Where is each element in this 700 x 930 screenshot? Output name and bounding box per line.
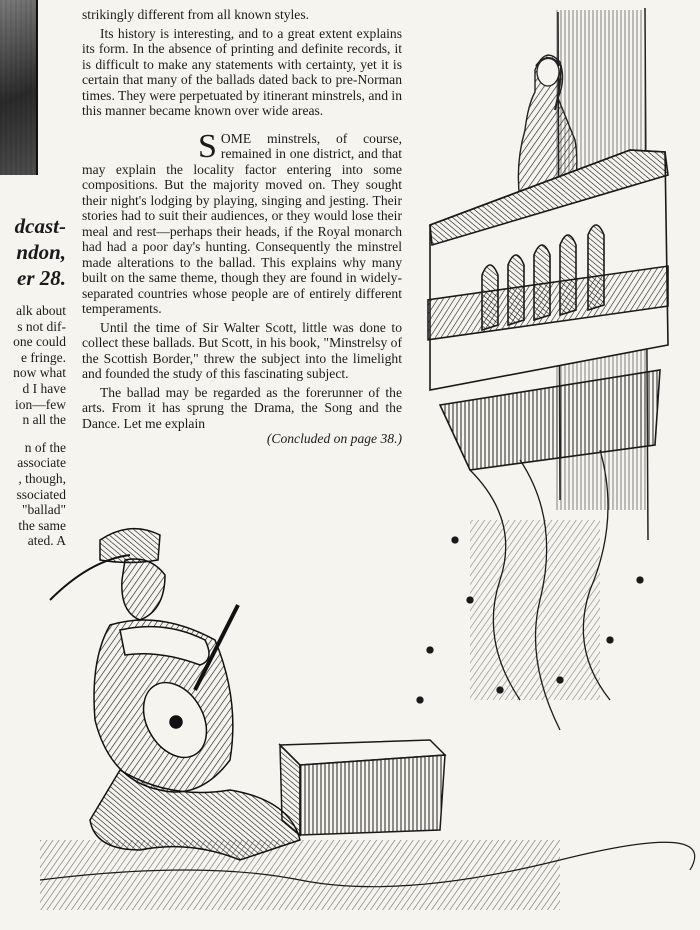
balcony [428,150,668,470]
left-text-line: d I have [22,380,66,396]
left-text-line: e fringe. [21,349,66,365]
minstrel-figure [50,529,300,860]
left-text-line: , though, [18,470,66,486]
left-heading-line: ndon, [16,240,66,264]
drop-cap: S [198,127,217,165]
left-text-line: associate [17,455,66,471]
left-heading-line: er 28. [17,266,66,290]
article-paragraph: Until the time of Sir Walter Scott, little was done to collect these ballads. But Scott, in his book, "Minstrelsy of the Scottish Border," threw the subject into the limelight and founded the study of this fascinating subject. [82,319,402,381]
left-text-line: the same [18,517,66,533]
article-paragraph: strikingly different from all known styles. [82,7,310,22]
final-paragraph-text: The ballad may be regarded as the forerunner of the arts. From it has sprung the Drama, the Song and the Dance. Let me explain [82,384,402,431]
article-paragraph: Its history is interesting, and to a great extent explains its form. In the absence of printing and definite records, it is difficult to make any statements with certainty, yet it is certain that many of the ballads dated back to pre-Norman times. They were perpetuated by itinerant minstrels, and in this manner became known over wide areas. [82,25,402,118]
stone-block [280,740,445,835]
left-text-line: alk about [16,303,66,318]
left-text-line: ssociated [16,486,66,502]
left-text-line: s not dif- [17,318,66,334]
left-text-line: one could [13,334,66,350]
left-heading-line: dcast- [14,214,66,238]
left-text-line: "ballad" [21,502,66,518]
dropcap-paragraph-text: OME minstrels, of course, remained in one district, and that may explain the locality factor entering into some compositions. But the majority moved on. They sought their night's lodging by playing, singing and jesting. Their stories had to suit their audiences, or they would lose their meal and rest—perhaps their heads, if the Royal monarch had had a poor day's hunting. Consequently the minstrel made alterations to the ballad. This explains why many built on the same theme, though they are found in widely-separated countries whose people are of entirely different temperaments. [82,130,402,316]
continuation-note: (Concluded on page 38.) [266,431,402,446]
left-text-line: now what [13,365,66,381]
left-text-line: ion—few [15,396,66,412]
left-text-line: ated. A [27,533,66,549]
left-text-line: n all the [22,412,66,428]
left-text-line: n of the [24,439,66,455]
